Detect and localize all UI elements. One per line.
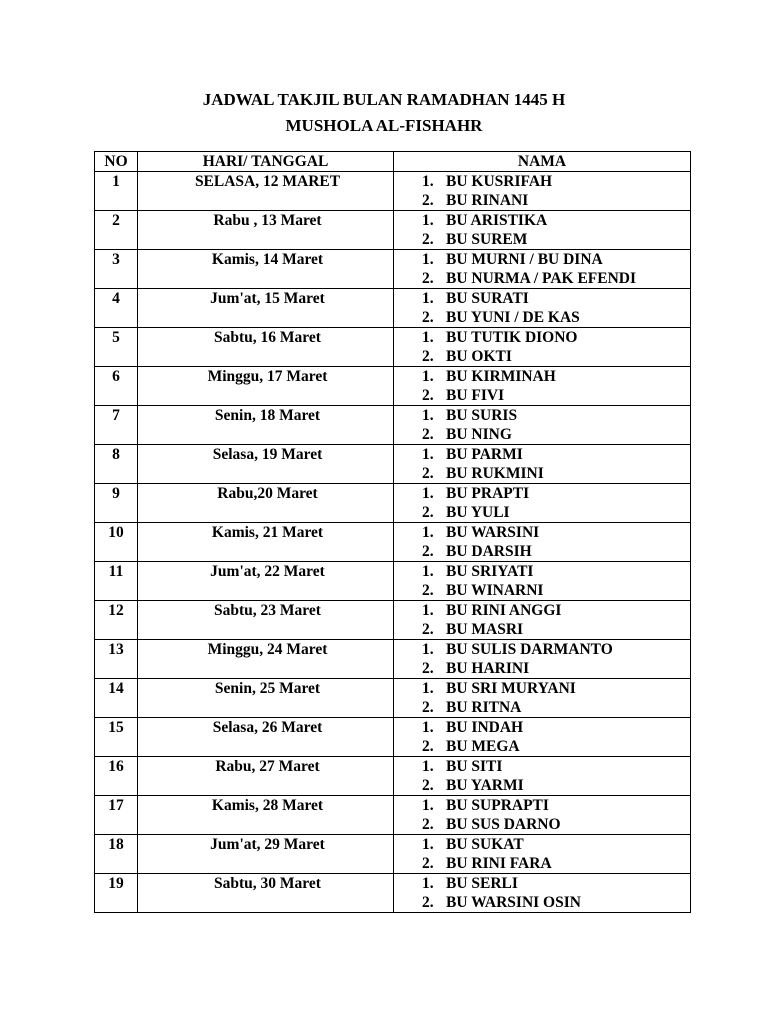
name-entry-text: BU RINI FARA xyxy=(446,855,552,872)
name-entry xyxy=(394,718,690,737)
name-entry xyxy=(394,776,690,795)
row-names-cell xyxy=(394,367,691,406)
row-number: 12 xyxy=(95,601,138,640)
name-entry-text: BU MASRI xyxy=(446,621,524,638)
name-entry-number: 1. xyxy=(422,290,434,307)
name-entry-number: 2. xyxy=(422,504,434,521)
name-entry-number: 1. xyxy=(422,407,434,424)
table-body xyxy=(95,172,691,913)
name-entry-number: 1. xyxy=(422,173,434,190)
name-entry xyxy=(394,289,690,308)
name-entry-text: BU WINARNI xyxy=(446,582,544,599)
row-number: 1 xyxy=(95,172,138,211)
name-entry xyxy=(394,484,690,503)
name-entry-number: 2. xyxy=(422,387,434,404)
row-date: Jum'at, 15 Maret xyxy=(210,290,325,307)
row-number: 14 xyxy=(95,679,138,718)
name-entry-text: BU DARSIH xyxy=(446,543,532,560)
name-entry xyxy=(394,698,690,717)
name-entry-text: BU SUREM xyxy=(446,231,528,248)
row-date-cell xyxy=(138,445,394,484)
name-entry-number: 2. xyxy=(422,231,434,248)
row-number: 8 xyxy=(95,445,138,484)
row-date: Senin, 18 Maret xyxy=(214,407,321,424)
name-entry xyxy=(394,191,690,210)
name-entry-text: BU KIRMINAH xyxy=(446,368,556,385)
row-number: 10 xyxy=(95,523,138,562)
schedule-table xyxy=(94,151,691,913)
row-date-cell xyxy=(138,874,394,913)
name-entry xyxy=(394,445,690,464)
table-row xyxy=(95,250,691,289)
row-names-cell xyxy=(394,250,691,289)
row-names-cell xyxy=(394,874,691,913)
name-entry-number: 1. xyxy=(422,329,434,346)
name-entry xyxy=(394,308,690,327)
row-date: Selasa, 19 Maret xyxy=(212,446,323,463)
name-entry xyxy=(394,406,690,425)
name-entry xyxy=(394,679,690,698)
name-entry-number: 2. xyxy=(422,777,434,794)
name-entry-number: 1. xyxy=(422,836,434,853)
name-entry xyxy=(394,659,690,678)
row-number: 5 xyxy=(95,328,138,367)
name-entry-text: BU YULI xyxy=(446,504,510,521)
header-hari-tanggal: HARI/ TANGGAL xyxy=(138,152,394,172)
row-names-cell xyxy=(394,679,691,718)
name-entry-text: BU NING xyxy=(446,426,512,443)
row-date-cell xyxy=(138,562,394,601)
row-number: 9 xyxy=(95,484,138,523)
name-entry xyxy=(394,542,690,561)
name-entry xyxy=(394,172,690,191)
table-row xyxy=(95,172,691,211)
row-date-cell xyxy=(138,289,394,328)
row-date-cell xyxy=(138,640,394,679)
name-entry-text: BU MURNI / BU DINA xyxy=(446,251,603,268)
name-entry-number: 2. xyxy=(422,621,434,638)
row-names-cell xyxy=(394,718,691,757)
name-entry-number: 2. xyxy=(422,348,434,365)
name-entry-number: 2. xyxy=(422,660,434,677)
table-row xyxy=(95,679,691,718)
name-entry-text: BU SURATI xyxy=(446,290,529,307)
name-entry-text: BU ARISTIKA xyxy=(446,212,548,229)
name-entry-text: BU SRIYATI xyxy=(446,563,534,580)
row-names-cell xyxy=(394,640,691,679)
name-entry xyxy=(394,503,690,522)
row-date: Sabtu, 30 Maret xyxy=(214,875,321,892)
row-names-cell xyxy=(394,523,691,562)
name-entry-text: BU PRAPTI xyxy=(446,485,530,502)
row-number: 16 xyxy=(95,757,138,796)
row-date: Kamis, 28 Maret xyxy=(211,797,324,814)
table-row xyxy=(95,757,691,796)
name-entry-number: 1. xyxy=(422,368,434,385)
row-date-cell xyxy=(138,484,394,523)
row-date: Sabtu, 23 Maret xyxy=(214,602,321,619)
name-entry-number: 1. xyxy=(422,758,434,775)
table-header xyxy=(95,152,691,172)
row-date: Kamis, 14 Maret xyxy=(211,251,324,268)
table-row xyxy=(95,523,691,562)
row-date: Minggu, 17 Maret xyxy=(207,368,328,385)
row-date: Selasa, 26 Maret xyxy=(212,719,323,736)
row-date: Rabu,20 Maret xyxy=(217,485,318,502)
row-names-cell xyxy=(394,484,691,523)
row-date-cell xyxy=(138,601,394,640)
table-row xyxy=(95,718,691,757)
name-entry-text: BU SURIS xyxy=(446,407,518,424)
row-number: 6 xyxy=(95,367,138,406)
row-date-cell xyxy=(138,328,394,367)
table-row xyxy=(95,328,691,367)
name-entry-number: 2. xyxy=(422,426,434,443)
name-entry-text: BU RITNA xyxy=(446,699,522,716)
table-row xyxy=(95,640,691,679)
name-entry-text: BU PARMI xyxy=(446,446,523,463)
row-date-cell xyxy=(138,757,394,796)
name-entry xyxy=(394,854,690,873)
name-entry-text: BU WARSINI xyxy=(446,524,540,541)
row-date-cell xyxy=(138,250,394,289)
row-date: Rabu, 27 Maret xyxy=(215,758,320,775)
name-entry-text: BU SUPRAPTI xyxy=(446,797,549,814)
name-entry-number: 2. xyxy=(422,270,434,287)
name-entry-text: BU FIVI xyxy=(446,387,505,404)
name-entry-text: BU SRI MURYANI xyxy=(446,680,576,697)
name-entry-text: BU YARMI xyxy=(446,777,524,794)
name-entry-number: 1. xyxy=(422,797,434,814)
table-row xyxy=(95,406,691,445)
name-entry-number: 2. xyxy=(422,465,434,482)
name-entry-text: BU SULIS DARMANTO xyxy=(446,641,613,658)
name-entry xyxy=(394,230,690,249)
row-names-cell xyxy=(394,211,691,250)
name-entry xyxy=(394,523,690,542)
row-names-cell xyxy=(394,406,691,445)
row-names-cell xyxy=(394,445,691,484)
row-date-cell xyxy=(138,796,394,835)
name-entry-number: 2. xyxy=(422,816,434,833)
name-entry-text: BU OKTI xyxy=(446,348,512,365)
table-row xyxy=(95,601,691,640)
name-entry-text: BU RUKMINI xyxy=(446,465,544,482)
name-entry-text: BU MEGA xyxy=(446,738,520,755)
name-entry-text: BU YUNI / DE KAS xyxy=(446,309,580,326)
row-date: Jum'at, 29 Maret xyxy=(210,836,325,853)
row-names-cell xyxy=(394,835,691,874)
name-entry-text: BU NURMA / PAK EFENDI xyxy=(446,270,637,287)
name-entry-number: 2. xyxy=(422,192,434,209)
name-entry-number: 2. xyxy=(422,699,434,716)
row-date: Kamis, 21 Maret xyxy=(211,524,324,541)
name-entry xyxy=(394,757,690,776)
name-entry-text: BU HARINI xyxy=(446,660,530,677)
name-entry-text: BU WARSINI OSIN xyxy=(446,894,581,911)
row-names-cell xyxy=(394,562,691,601)
name-entry-number: 2. xyxy=(422,738,434,755)
name-entry-text: BU RINI ANGGI xyxy=(446,602,562,619)
header-row xyxy=(95,152,691,172)
name-entry xyxy=(394,328,690,347)
name-entry-number: 2. xyxy=(422,543,434,560)
row-date-cell xyxy=(138,172,394,211)
name-entry-text: BU RINANI xyxy=(446,192,529,209)
name-entry-text: BU INDAH xyxy=(446,719,524,736)
row-date: Minggu, 24 Maret xyxy=(207,641,328,658)
row-date-cell xyxy=(138,211,394,250)
row-number: 19 xyxy=(95,874,138,913)
row-date-cell xyxy=(138,835,394,874)
name-entry xyxy=(394,796,690,815)
name-entry xyxy=(394,737,690,756)
row-date-cell xyxy=(138,718,394,757)
name-entry xyxy=(394,250,690,269)
name-entry xyxy=(394,601,690,620)
name-entry xyxy=(394,464,690,483)
row-date: Sabtu, 16 Maret xyxy=(214,329,321,346)
row-date-cell xyxy=(138,406,394,445)
name-entry-number: 2. xyxy=(422,894,434,911)
name-entry-text: BU TUTIK DIONO xyxy=(446,329,578,346)
name-entry-number: 1. xyxy=(422,875,434,892)
row-date: Rabu , 13 Maret xyxy=(213,212,322,229)
row-names-cell xyxy=(394,289,691,328)
name-entry xyxy=(394,581,690,600)
name-entry-number: 2. xyxy=(422,855,434,872)
document-title: JADWAL TAKJIL BULAN RAMADHAN 1445 H xyxy=(202,90,566,109)
name-entry xyxy=(394,367,690,386)
table-row xyxy=(95,835,691,874)
row-number: 15 xyxy=(95,718,138,757)
name-entry xyxy=(394,425,690,444)
name-entry-text: BU SERLI xyxy=(446,875,518,892)
name-entry-number: 1. xyxy=(422,563,434,580)
name-entry-number: 1. xyxy=(422,485,434,502)
name-entry-number: 2. xyxy=(422,582,434,599)
table-row xyxy=(95,874,691,913)
table-row xyxy=(95,289,691,328)
name-entry-number: 1. xyxy=(422,446,434,463)
name-entry-text: BU SITI xyxy=(446,758,503,775)
name-entry-text: BU SUS DARNO xyxy=(446,816,561,833)
row-names-cell xyxy=(394,328,691,367)
name-entry xyxy=(394,815,690,834)
name-entry xyxy=(394,269,690,288)
table-row xyxy=(95,445,691,484)
row-names-cell xyxy=(394,601,691,640)
row-date: Senin, 25 Maret xyxy=(214,680,321,697)
name-entry-number: 1. xyxy=(422,719,434,736)
name-entry xyxy=(394,874,690,893)
table-row xyxy=(95,367,691,406)
name-entry xyxy=(394,835,690,854)
row-number: 17 xyxy=(95,796,138,835)
row-number: 3 xyxy=(95,250,138,289)
name-entry xyxy=(394,620,690,639)
name-entry-number: 1. xyxy=(422,212,434,229)
row-names-cell xyxy=(394,757,691,796)
row-number: 11 xyxy=(95,562,138,601)
name-entry-text: BU SUKAT xyxy=(446,836,524,853)
name-entry-number: 1. xyxy=(422,524,434,541)
name-entry-text: BU KUSRIFAH xyxy=(446,173,553,190)
name-entry-number: 1. xyxy=(422,602,434,619)
row-date-cell xyxy=(138,679,394,718)
row-names-cell xyxy=(394,172,691,211)
row-date: Jum'at, 22 Maret xyxy=(210,563,325,580)
row-number: 4 xyxy=(95,289,138,328)
name-entry-number: 1. xyxy=(422,680,434,697)
name-entry xyxy=(394,347,690,366)
table-row xyxy=(95,796,691,835)
row-date-cell xyxy=(138,523,394,562)
name-entry xyxy=(394,562,690,581)
row-number: 13 xyxy=(95,640,138,679)
header-nama: NAMA xyxy=(394,152,691,172)
name-entry-number: 2. xyxy=(422,309,434,326)
table-row xyxy=(95,211,691,250)
name-entry-number: 1. xyxy=(422,251,434,268)
row-number: 18 xyxy=(95,835,138,874)
table-row xyxy=(95,562,691,601)
name-entry xyxy=(394,211,690,230)
name-entry xyxy=(394,640,690,659)
row-number: 7 xyxy=(95,406,138,445)
document-subtitle: MUSHOLA AL-FISHAHR xyxy=(285,116,483,135)
row-names-cell xyxy=(394,796,691,835)
name-entry xyxy=(394,893,690,912)
row-number: 2 xyxy=(95,211,138,250)
row-date: SELASA, 12 MARET xyxy=(194,173,341,190)
name-entry-number: 1. xyxy=(422,641,434,658)
header-no: NO xyxy=(95,152,138,172)
table-row xyxy=(95,484,691,523)
name-entry xyxy=(394,386,690,405)
row-date-cell xyxy=(138,367,394,406)
